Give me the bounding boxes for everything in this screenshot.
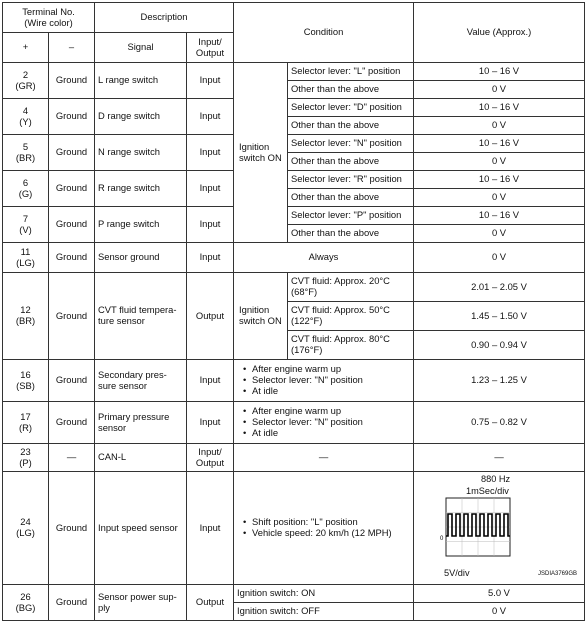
condition-cell: Always [234, 243, 414, 273]
volt-div-label: 5V/div [444, 568, 470, 578]
io-cell: Output [187, 273, 234, 360]
value-cell: 0 V [414, 117, 585, 135]
value-cell: 0.90 – 0.94 V [414, 331, 585, 360]
table-row [3, 444, 585, 472]
value-cell: 2.01 – 2.05 V [414, 273, 585, 302]
terminal-cell: 2 (GR) [3, 63, 49, 99]
condition-cell: — [234, 444, 414, 472]
io-cell: Input [187, 402, 234, 444]
condition-cell: Other than the above [288, 81, 414, 99]
value-cell: 5.0 V [414, 585, 585, 603]
minus-cell: Ground [49, 243, 95, 273]
frequency-label: 880 Hz [481, 474, 511, 484]
list-item: • After engine warm up [243, 406, 410, 417]
ignition-on-cell: Ignition switch ON [234, 63, 288, 243]
signal-cell: N range switch [95, 135, 187, 171]
io-cell: Input [187, 99, 234, 135]
value-cell: 1.45 – 1.50 V [414, 302, 585, 331]
terminal-cell: 24 (LG) [3, 472, 49, 585]
minus-cell: Ground [49, 63, 95, 99]
condition-cell: Selector lever: "D" position [288, 99, 414, 117]
signal-cell: L range switch [95, 63, 187, 99]
condition-list [237, 364, 410, 396]
list-item: • At idle [243, 428, 410, 439]
io-cell: Input [187, 360, 234, 402]
io-cell: Output [187, 585, 234, 621]
io-header: Input/ Output [187, 33, 234, 63]
minus-cell: Ground [49, 171, 95, 207]
oscilloscope-figure [418, 474, 580, 582]
minus-cell: Ground [49, 273, 95, 360]
value-cell: 0 V [414, 81, 585, 99]
signal-cell: P range switch [95, 207, 187, 243]
figure-code: JSDIA3769GB [538, 571, 578, 577]
condition-cell: Other than the above [288, 189, 414, 207]
value-cell: 0 V [414, 153, 585, 171]
io-cell: Input [187, 171, 234, 207]
table-row [3, 585, 585, 603]
value-cell: 10 – 16 V [414, 63, 585, 81]
condition-cell: Ignition switch: OFF [234, 603, 414, 621]
terminal-cell: 7 (V) [3, 207, 49, 243]
condition-cell: Selector lever: "L" position [288, 63, 414, 81]
terminal-cell: 12 (BR) [3, 273, 49, 360]
minus-cell: Ground [49, 99, 95, 135]
io-cell: Input [187, 63, 234, 99]
table-row [3, 273, 585, 302]
value-cell: 10 – 16 V [414, 207, 585, 225]
terminal-cell: 23 (P) [3, 444, 49, 472]
minus-header: – [49, 33, 95, 63]
condition-cell: Selector lever: "P" position [288, 207, 414, 225]
value-cell: 0.75 – 0.82 V [414, 402, 585, 444]
condition-cell: Ignition switch: ON [234, 585, 414, 603]
signal-cell: Sensor power sup- ply [95, 585, 187, 621]
condition-header: Condition [234, 3, 414, 63]
terminal-header [3, 3, 95, 33]
value-header: Value (Approx.) [414, 3, 585, 63]
table-row [3, 135, 585, 153]
terminal-cell: 16 (SB) [3, 360, 49, 402]
io-cell: Input [187, 135, 234, 171]
value-cell: 10 – 16 V [414, 99, 585, 117]
condition-list [237, 517, 410, 539]
list-item: • At idle [243, 386, 410, 397]
description-header: Description [95, 3, 234, 33]
terminal-cell: 11 (LG) [3, 243, 49, 273]
minus-cell: Ground [49, 207, 95, 243]
terminal-cell: 26 (BG) [3, 585, 49, 621]
terminal-cell: 17 (R) [3, 402, 49, 444]
io-cell: Input [187, 243, 234, 273]
table-row [3, 360, 585, 402]
io-cell: Input [187, 207, 234, 243]
time-div-label: 1mSec/div [466, 486, 509, 496]
list-item: • After engine warm up [243, 364, 410, 375]
value-cell: 10 – 16 V [414, 171, 585, 189]
table-row [3, 402, 585, 444]
ignition-on-cell: Ignition switch ON [234, 273, 288, 360]
list-item: • Shift position: "L" position [243, 517, 410, 528]
value-cell: 0 V [414, 225, 585, 243]
condition-cell: CVT fluid: Approx. 80°C (176°F) [288, 331, 414, 360]
signal-cell: Input speed sensor [95, 472, 187, 585]
condition-cell: CVT fluid: Approx. 20°C (68°F) [288, 273, 414, 302]
signal-cell: R range switch [95, 171, 187, 207]
table-row [3, 472, 585, 585]
ground-marker: 0 [440, 536, 444, 542]
list-item: • Selector lever: "N" position [243, 417, 410, 428]
signal-header: Signal [95, 33, 187, 63]
condition-cell: Other than the above [288, 117, 414, 135]
header-row [3, 3, 585, 33]
condition-list [237, 406, 410, 438]
signal-cell: Secondary pres- sure sensor [95, 360, 187, 402]
condition-cell [234, 402, 414, 444]
minus-cell: Ground [49, 402, 95, 444]
value-cell: 0 V [414, 603, 585, 621]
signal-cell: D range switch [95, 99, 187, 135]
condition-cell: CVT fluid: Approx. 50°C (122°F) [288, 302, 414, 331]
value-cell: — [414, 444, 585, 472]
condition-cell: Selector lever: "R" position [288, 171, 414, 189]
condition-cell [234, 360, 414, 402]
waveform-cell [414, 472, 585, 585]
plus-header: + [3, 33, 49, 63]
io-cell: Input/ Output [187, 444, 234, 472]
minus-cell: Ground [49, 135, 95, 171]
condition-cell: Other than the above [288, 153, 414, 171]
io-cell: Input [187, 472, 234, 585]
table-row [3, 171, 585, 189]
condition-cell [234, 472, 414, 585]
condition-cell: Other than the above [288, 225, 414, 243]
wire-color-label: (Wire color) [24, 16, 73, 28]
signal-cell: Primary pressure sensor [95, 402, 187, 444]
terminal-cell: 6 (G) [3, 171, 49, 207]
list-item: • Selector lever: "N" position [243, 375, 410, 386]
list-item: • Vehicle speed: 20 km/h (12 MPH) [243, 528, 410, 539]
terminal-cell: 4 (Y) [3, 99, 49, 135]
minus-cell: Ground [49, 585, 95, 621]
value-cell: 1.23 – 1.25 V [414, 360, 585, 402]
signal-cell: Sensor ground [95, 243, 187, 273]
signal-cell: CAN-L [95, 444, 187, 472]
minus-cell: Ground [49, 472, 95, 585]
signal-cell: CVT fluid tempera- ture sensor [95, 273, 187, 360]
minus-cell: Ground [49, 360, 95, 402]
table-row [3, 207, 585, 225]
square-wave-graph [418, 474, 580, 582]
value-cell: 10 – 16 V [414, 135, 585, 153]
table-row [3, 63, 585, 81]
table-row [3, 99, 585, 117]
terminal-cell: 5 (BR) [3, 135, 49, 171]
value-cell: 0 V [414, 189, 585, 207]
minus-cell: — [49, 444, 95, 472]
terminal-no-label: Terminal No. [22, 5, 75, 17]
terminal-spec-table [2, 2, 585, 621]
condition-cell: Selector lever: "N" position [288, 135, 414, 153]
value-cell: 0 V [414, 243, 585, 273]
table-row [3, 243, 585, 273]
